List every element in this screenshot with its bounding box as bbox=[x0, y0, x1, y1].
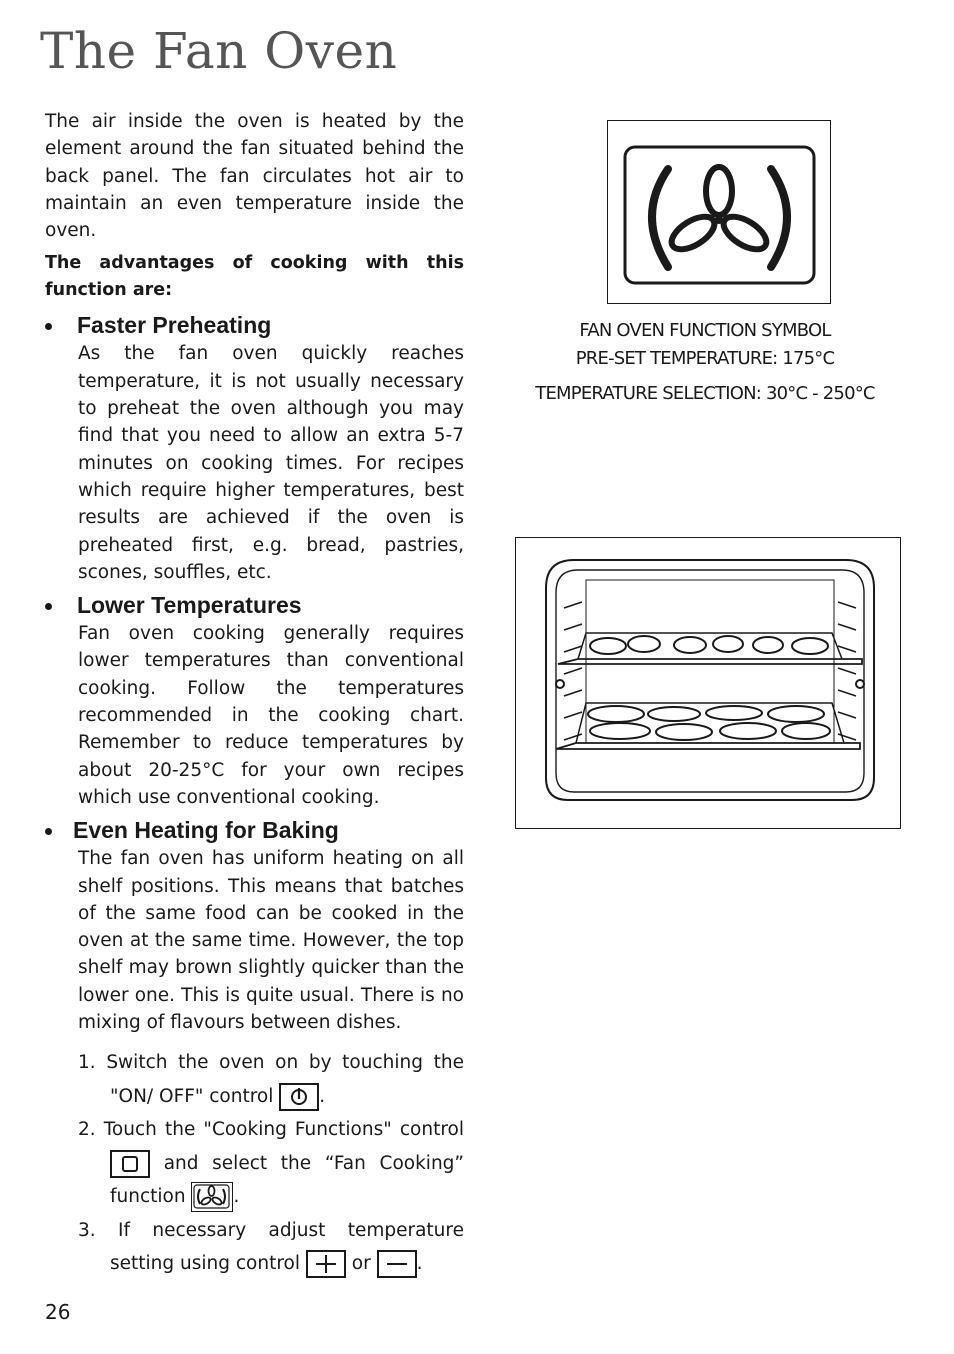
fan-symbol-icon bbox=[191, 1182, 233, 1212]
page-title: The Fan Oven bbox=[40, 22, 398, 80]
intro-paragraph: The air inside the oven is heated by the element around the fan situated behind the back panel. The fan circulates hot air to maintain an even temperature inside the oven. bbox=[45, 111, 464, 242]
advantage-body: The fan oven has uniform heating on all shelf positions. This means that batches of the same food can be cooked in the oven at the same time. However, the top shelf may brown slightly quicker than the lower one. This is quite usual. There is no mixing of flavours between dishes. bbox=[78, 848, 464, 1034]
page-number: 26 bbox=[45, 1300, 71, 1324]
instruction-steps bbox=[45, 1046, 464, 1281]
advantage-heading: Faster Preheating bbox=[77, 312, 272, 339]
minus-icon bbox=[377, 1250, 417, 1278]
advantages-lead: The advantages of cooking with this function are: bbox=[45, 253, 464, 301]
step-3: 3. If necessary adjust temperature setting using control or . bbox=[78, 1214, 464, 1281]
power-icon bbox=[279, 1083, 319, 1111]
square-icon bbox=[110, 1150, 150, 1178]
advantage-heading: Even Heating for Baking bbox=[73, 817, 339, 844]
step-1: 1. Switch the oven on by touching the "ON/ OFF" control . bbox=[78, 1046, 464, 1113]
advantage-item bbox=[45, 815, 464, 1036]
fan-symbol-panel bbox=[607, 120, 831, 304]
symbol-caption-preset: PRE-SET TEMPERATURE: 175°C bbox=[575, 348, 835, 369]
oven-interior-illustration bbox=[515, 537, 901, 829]
symbol-caption-range: TEMPERATURE SELECTION: 30°C - 250°C bbox=[535, 383, 875, 404]
advantage-item bbox=[45, 310, 464, 586]
advantage-body: As the fan oven quickly reaches temperature, it is not usually necessary to preheat the oven although you may find that you need to allow an extra 5-7 minutes on cooking times. For recipes which require higher temperatures, best results are achieved if the oven is preheated first, e.g. bread, pastries, scones, souffles, etc. bbox=[78, 343, 464, 583]
advantage-body: Fan oven cooking generally requires lower temperatures than conventional cooking. Follow the temperatures recommended in the cooking chart. Remember to reduce temperatures by about 20-25°C for your own recipes which use conventional cooking. bbox=[78, 623, 464, 808]
step-2: 2. Touch the "Cooking Functions" control and select the “Fan Cooking” function . bbox=[78, 1113, 464, 1214]
bullet-dot-icon bbox=[45, 828, 52, 835]
advantage-heading: Lower Temperatures bbox=[77, 592, 302, 619]
bullet-dot-icon bbox=[45, 603, 52, 610]
symbol-caption-title: FAN OVEN FUNCTION SYMBOL bbox=[579, 320, 831, 341]
bullet-dot-icon bbox=[45, 323, 52, 330]
fan-symbol-icon bbox=[608, 121, 829, 302]
advantage-item bbox=[45, 590, 464, 811]
oven-drawing bbox=[516, 538, 899, 827]
plus-icon bbox=[306, 1250, 346, 1278]
text-column bbox=[45, 108, 464, 1281]
